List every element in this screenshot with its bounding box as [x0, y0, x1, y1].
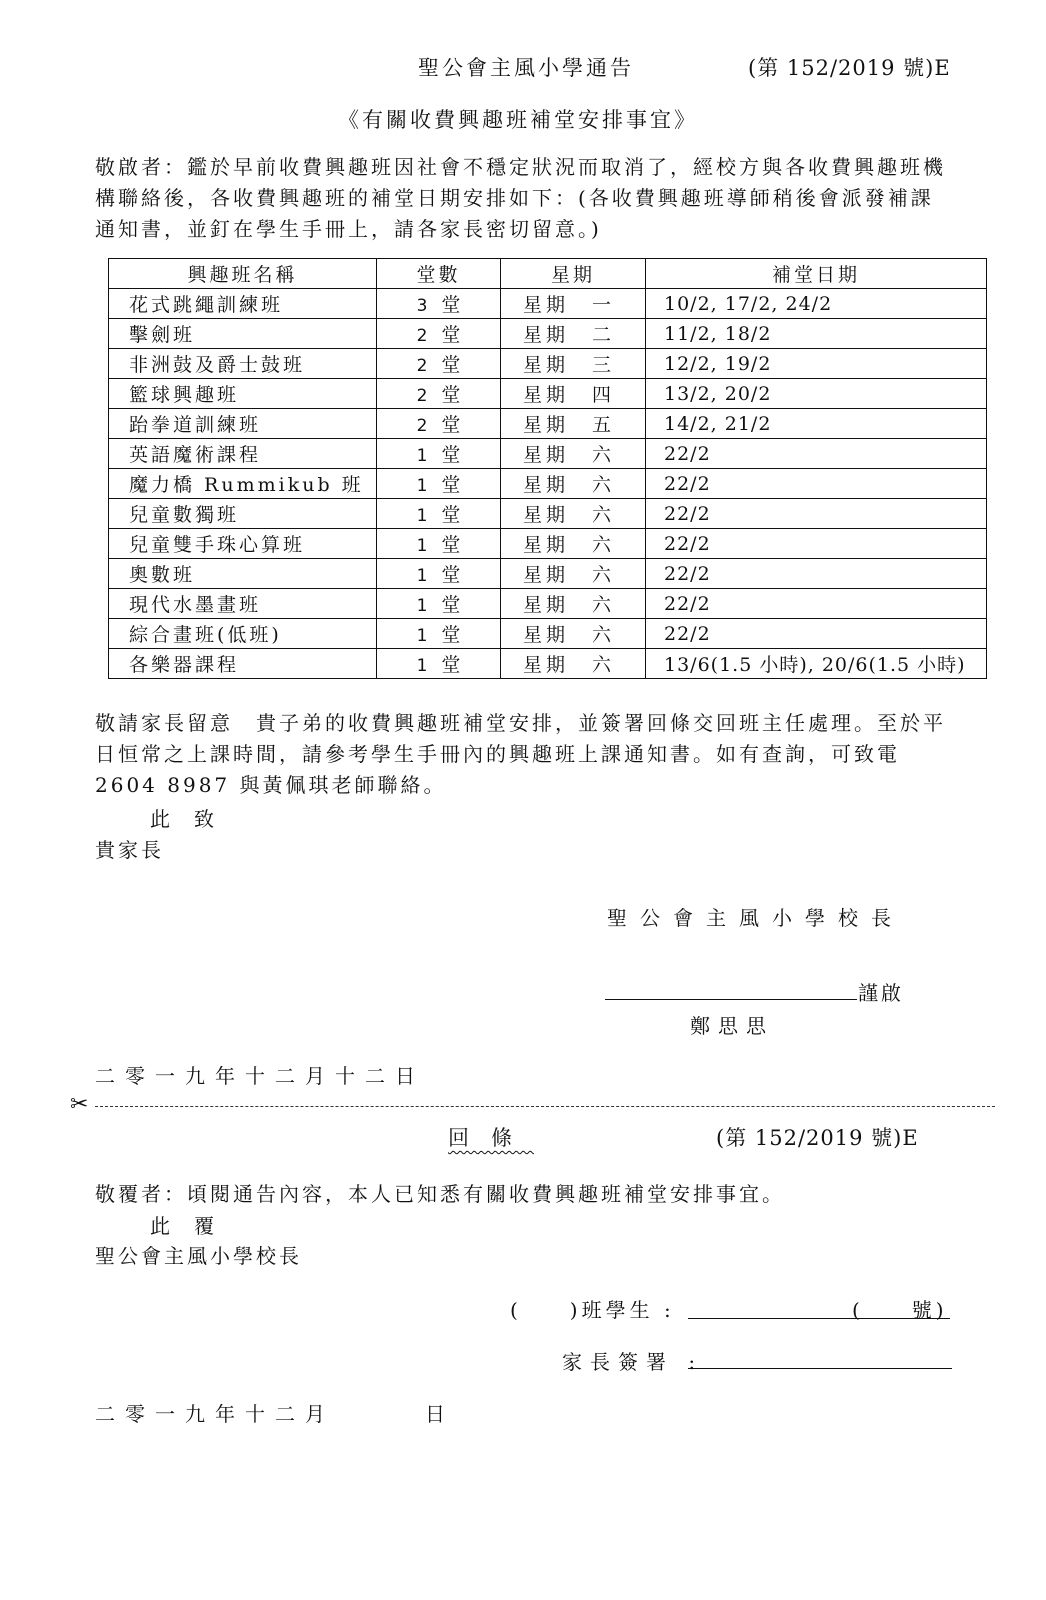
- reply-slip-title: 回條: [448, 1126, 534, 1150]
- table-row: [109, 559, 987, 589]
- make-up-schedule-table: [108, 258, 987, 679]
- intro-paragraph: 敬啟者：鑑於早前收費興趣班因社會不穩定狀況而取消了，經校方與各收費興趣班機構聯絡後，各收費興趣班的補堂日期安排如下：(各收費興趣班導師稍後會派發補課通知書，並釘在學生手冊上，請各家長密切留意。): [95, 155, 946, 241]
- cell-class-name: 花式跳繩訓練班: [109, 289, 377, 319]
- cell-class-name: 跆拳道訓練班: [109, 409, 377, 439]
- table-row: [109, 529, 987, 559]
- cell-weekday: 星期 二: [501, 319, 646, 349]
- cell-lesson-count: [377, 469, 501, 499]
- cell-class-name: 非洲鼓及爵士鼓班: [109, 349, 377, 379]
- cell-make-up-dates: 12/2, 19/2: [646, 349, 987, 379]
- cell-make-up-dates: 13/2, 20/2: [646, 379, 987, 409]
- lesson-count-unit: 堂: [441, 384, 461, 406]
- cell-class-name: 兒童雙手珠心算班: [109, 529, 377, 559]
- lesson-count-value: 2: [416, 386, 428, 406]
- cell-class-name: 各樂器課程: [109, 649, 377, 679]
- notice-reference: (第 152/2019 號)E: [748, 56, 951, 80]
- notice-title: 聖公會主風小學通告: [418, 56, 634, 80]
- header-class-name: 興趣班名稱: [109, 259, 377, 289]
- table-row: [109, 379, 987, 409]
- reply-date: 二零一九年十二月 日: [95, 1402, 455, 1426]
- cell-make-up-dates: 22/2: [646, 529, 987, 559]
- cut-line: [95, 1106, 995, 1107]
- cell-make-up-dates: 22/2: [646, 469, 987, 499]
- lesson-count-unit: 堂: [441, 594, 461, 616]
- lesson-count-value: 2: [416, 416, 428, 436]
- cell-make-up-dates: 10/2, 17/2, 24/2: [646, 289, 987, 319]
- lesson-count-unit: 堂: [441, 414, 461, 436]
- lesson-count-value: 1: [416, 446, 428, 466]
- cell-lesson-count: [377, 409, 501, 439]
- cell-weekday: 星期 六: [501, 589, 646, 619]
- reply-salutation: 此覆: [150, 1214, 238, 1238]
- reply-slip-reference: (第 152/2019 號)E: [716, 1126, 919, 1150]
- cell-weekday: 星期 六: [501, 649, 646, 679]
- table-row: [109, 349, 987, 379]
- cell-lesson-count: [377, 499, 501, 529]
- cell-lesson-count: [377, 349, 501, 379]
- parent-signature-field[interactable]: [688, 1368, 952, 1369]
- lesson-count-value: 3: [416, 296, 428, 316]
- table-row: [109, 409, 987, 439]
- cell-weekday: 星期 六: [501, 499, 646, 529]
- cell-make-up-dates: 11/2, 18/2: [646, 319, 987, 349]
- cell-weekday: 星期 一: [501, 289, 646, 319]
- notice-date: 二零一九年十二月十二日: [95, 1064, 425, 1088]
- cell-class-name: 英語魔術課程: [109, 439, 377, 469]
- cell-make-up-dates: 22/2: [646, 619, 987, 649]
- header-make-up-dates: 補堂日期: [646, 259, 987, 289]
- table-row: [109, 499, 987, 529]
- scissors-icon: ✂: [70, 1092, 89, 1117]
- signature-line: [605, 999, 857, 1000]
- reply-recipient: 聖公會主風小學校長: [95, 1244, 302, 1268]
- table-row: [109, 469, 987, 499]
- cell-lesson-count: [377, 619, 501, 649]
- cell-weekday: 星期 六: [501, 529, 646, 559]
- cell-make-up-dates: 22/2: [646, 559, 987, 589]
- parent-signature-label: 家長簽署 :: [562, 1350, 704, 1374]
- header-weekday: 星期: [501, 259, 646, 289]
- lesson-count-unit: 堂: [441, 324, 461, 346]
- principal-name: 鄭思思: [690, 1014, 774, 1038]
- cell-class-name: 魔力橋 Rummikub 班: [109, 469, 377, 499]
- cell-make-up-dates: 14/2, 21/2: [646, 409, 987, 439]
- cell-lesson-count: [377, 589, 501, 619]
- lesson-count-unit: 堂: [441, 444, 461, 466]
- lesson-count-unit: 堂: [441, 504, 461, 526]
- reply-slip-body: 敬覆者：頃閱通告內容，本人已知悉有關收費興趣班補堂安排事宜。: [95, 1182, 785, 1206]
- cell-lesson-count: [377, 649, 501, 679]
- salutation-line: 此致: [150, 807, 238, 831]
- lesson-count-value: 1: [416, 626, 428, 646]
- table-row: [109, 649, 987, 679]
- cell-weekday: 星期 六: [501, 469, 646, 499]
- student-number-field[interactable]: ( 號): [852, 1298, 948, 1322]
- header-lesson-count: 堂數: [377, 259, 501, 289]
- cell-lesson-count: [377, 529, 501, 559]
- cell-weekday: 星期 五: [501, 409, 646, 439]
- lesson-count-unit: 堂: [441, 474, 461, 496]
- table-row: [109, 439, 987, 469]
- table-header-row: [109, 259, 987, 289]
- signature-suffix: 謹啟: [858, 981, 904, 1005]
- lesson-count-value: 1: [416, 506, 428, 526]
- lesson-count-value: 1: [416, 596, 428, 616]
- salutation-recipient: 貴家長: [95, 838, 164, 862]
- lesson-count-unit: 堂: [441, 654, 461, 676]
- cell-lesson-count: [377, 559, 501, 589]
- cell-weekday: 星期 六: [501, 619, 646, 649]
- lesson-count-unit: 堂: [441, 354, 461, 376]
- lesson-count-value: 1: [416, 536, 428, 556]
- lesson-count-unit: 堂: [441, 564, 461, 586]
- cell-make-up-dates: 22/2: [646, 439, 987, 469]
- cell-class-name: 擊劍班: [109, 319, 377, 349]
- cell-make-up-dates: 22/2: [646, 589, 987, 619]
- lesson-count-value: 1: [416, 476, 428, 496]
- notice-subject: 《有關收費興趣班補堂安排事宜》: [338, 108, 698, 132]
- cell-class-name: 現代水墨畫班: [109, 589, 377, 619]
- lesson-count-value: 2: [416, 326, 428, 346]
- cell-weekday: 星期 六: [501, 439, 646, 469]
- lesson-count-unit: 堂: [441, 534, 461, 556]
- cell-lesson-count: [377, 289, 501, 319]
- table-row: [109, 319, 987, 349]
- principal-title: 聖公會主風小學校長: [607, 906, 904, 930]
- lesson-count-value: 2: [416, 356, 428, 376]
- cell-class-name: 籃球興趣班: [109, 379, 377, 409]
- cell-make-up-dates: 13/6(1.5 小時), 20/6(1.5 小時): [646, 649, 987, 679]
- lesson-count-unit: 堂: [441, 624, 461, 646]
- cell-lesson-count: [377, 439, 501, 469]
- cell-make-up-dates: 22/2: [646, 499, 987, 529]
- table-row: [109, 619, 987, 649]
- table-row: [109, 589, 987, 619]
- closing-paragraph: 敬請家長留意 貴子弟的收費興趣班補堂安排，並簽署回條交回班主任處理。至於平日恒常之上課時間，請參考學生手冊內的興趣班上課通知書。如有查詢，可致電 2604 8987 與黃佩琪老師聯絡。: [95, 711, 946, 797]
- cell-lesson-count: [377, 319, 501, 349]
- cell-class-name: 兒童數獨班: [109, 499, 377, 529]
- lesson-count-value: 1: [416, 566, 428, 586]
- cell-class-name: 綜合畫班(低班): [109, 619, 377, 649]
- lesson-count-unit: 堂: [441, 294, 461, 316]
- student-field-label: ( )班學生 :: [510, 1298, 675, 1322]
- cell-weekday: 星期 三: [501, 349, 646, 379]
- cell-weekday: 星期 六: [501, 559, 646, 589]
- table-row: [109, 289, 987, 319]
- cell-lesson-count: [377, 379, 501, 409]
- cell-weekday: 星期 四: [501, 379, 646, 409]
- cell-class-name: 奧數班: [109, 559, 377, 589]
- lesson-count-value: 1: [416, 656, 428, 676]
